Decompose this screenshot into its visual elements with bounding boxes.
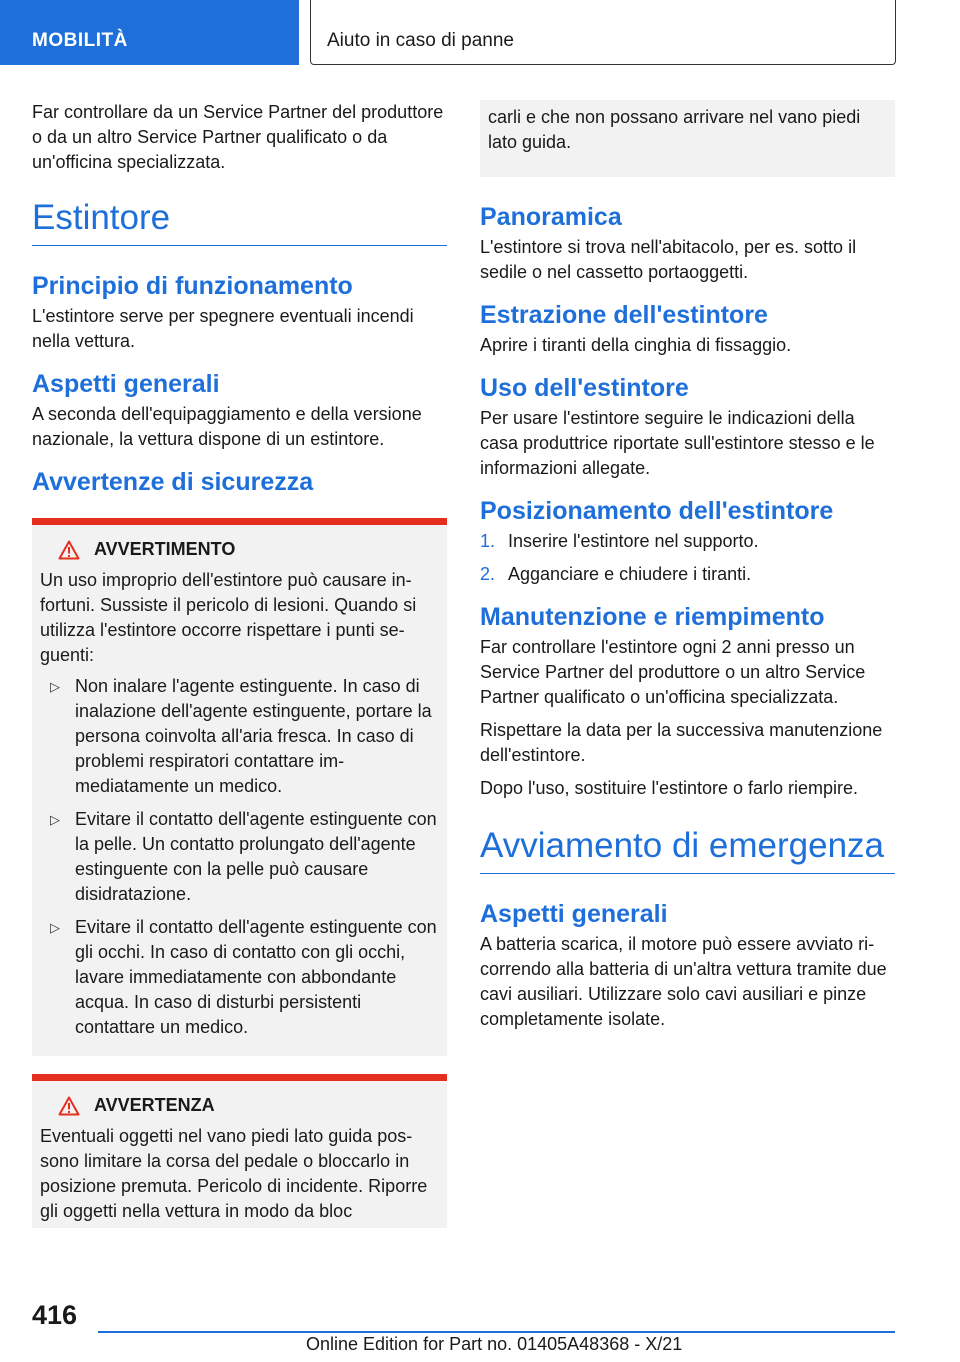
right-column xyxy=(480,100,895,1040)
list-item-text: Evitare il contatto dell'agente estinguente con la pelle. Un contatto prolungato dell'agente estinguente con la pelle può causare disidratazione. xyxy=(75,809,437,904)
step-item xyxy=(480,529,895,554)
heading-estintore: Estintore xyxy=(32,197,447,246)
footer-edition: Online Edition for Part no. 01405A48368 - X/21 xyxy=(306,1334,683,1354)
chapter-title: Aiuto in caso di panne xyxy=(327,30,514,51)
list-item-text: Non inalare l'agente estinguente. In caso di inalazione dell'agente estinguente, portare la persona coinvolta all'aria fresca. In caso di problemi respiratori contattare immediatamente un medico. xyxy=(75,676,432,796)
heading-principio: Principio di funzionamento xyxy=(32,272,353,300)
section-title: MOBILITÀ xyxy=(32,30,128,51)
paragraph-principio: L'estintore serve per spegnere eventuali incendi nella vettura. xyxy=(32,306,414,351)
warning-triangle-icon xyxy=(58,540,80,560)
footer-divider xyxy=(98,1331,895,1333)
heading-panoramica: Panoramica xyxy=(480,203,622,231)
step-number: 2. xyxy=(480,564,496,584)
section-tab xyxy=(0,0,299,65)
list-item xyxy=(40,915,439,1040)
page-number: 416 xyxy=(32,1300,78,1330)
warning-header xyxy=(40,1095,439,1116)
warning-continuation-text: carli e che non possano arrivare nel vano piedi lato guida. xyxy=(488,107,861,152)
warning-title: AVVERTENZA xyxy=(94,1095,215,1115)
warning-title: AVVERTIMENTO xyxy=(94,539,236,559)
step-number: 1. xyxy=(480,531,496,551)
warning-box-avvertimento xyxy=(32,518,447,1056)
warning-triangle-icon xyxy=(58,1096,80,1116)
heading-avviamento-emergenza: Avviamento di emergenza xyxy=(480,825,895,874)
heading-aspetti-generali: Aspetti generali xyxy=(32,370,220,398)
paragraph-manutenzione-1: Far controllare l'estintore ogni 2 anni presso un Service Partner del produttore o un altro Service Partner qualificato o un'officina specializzata. xyxy=(480,637,866,707)
paragraph-aspetti-generali: A seconda dell'equipaggiamento e della versione nazionale, la vettura dispone di un estintore. xyxy=(32,404,422,449)
warning-bullet-list xyxy=(40,674,439,1040)
triangle-bullet-icon: ▷ xyxy=(50,812,60,827)
heading-avvertenze: Avvertenze di sicurezza xyxy=(32,468,314,496)
paragraph-aspetti-generali-2: A batteria scarica, il motore può essere avviato ricorrendo alla batteria di un'altra vettura tramite due cavi ausiliari. Utilizzare solo cavi ausiliari e pinze completamente isolate. xyxy=(480,934,887,1029)
heading-posizionamento: Posizionamento dell'estintore xyxy=(480,497,834,525)
triangle-bullet-icon: ▷ xyxy=(50,920,60,935)
intro-paragraph: Far controllare da un Service Partner del produttore o da un altro Service Partner qualificato o da un'officina specializzata. xyxy=(32,102,444,172)
chapter-tab xyxy=(310,0,896,65)
triangle-bullet-icon: ▷ xyxy=(50,679,60,694)
heading-aspetti-generali-2: Aspetti generali xyxy=(480,900,668,928)
paragraph-manutenzione-2: Rispettare la data per la successiva manutenzione dell'estintore. xyxy=(480,720,883,765)
heading-estrazione: Estrazione dell'estintore xyxy=(480,301,768,329)
list-item-text: Evitare il contatto dell'agente estinguente con gli occhi. In caso di contatto con gli occhi, lavare immediatamente con abbondante acqua. In caso di disturbi persistenti contattare un medico. xyxy=(75,917,437,1037)
warning-text: Un uso improprio dell'estintore può causare infortuni. Sussiste il pericolo di lesioni. Quando si utilizza l'estintore occorre rispettare i punti seguenti: xyxy=(40,570,417,665)
list-item xyxy=(40,807,439,907)
paragraph-uso: Per usare l'estintore seguire le indicazioni della casa produttrice riportate sull'estintore stesso e le informazioni allegate. xyxy=(480,408,875,478)
step-text: Agganciare e chiudere i tiranti. xyxy=(508,564,752,584)
heading-uso: Uso dell'estintore xyxy=(480,374,689,402)
step-text: Inserire l'estintore nel supporto. xyxy=(508,531,759,551)
list-item xyxy=(40,674,439,799)
paragraph-manutenzione-3: Dopo l'uso, sostituire l'estintore o farlo riempire. xyxy=(480,778,859,798)
steps-list xyxy=(480,529,895,587)
warning-box-avvertenza xyxy=(32,1074,447,1228)
warning-continuation-box xyxy=(480,100,895,177)
paragraph-estrazione: Aprire i tiranti della cinghia di fissaggio. xyxy=(480,335,792,355)
warning-header xyxy=(40,539,439,560)
step-item xyxy=(480,562,895,587)
left-column xyxy=(32,100,447,1228)
paragraph-panoramica: L'estintore si trova nell'abitacolo, per es. sotto il sedile o nel cassetto portaoggetti. xyxy=(480,237,857,282)
heading-manutenzione: Manutenzione e riempimento xyxy=(480,603,825,631)
warning-text: Eventuali oggetti nel vano piedi lato guida possono limitare la corsa del pedale o bloccarlo in posizione premuta. Pericolo di incidente. Riporre gli oggetti nella vettura in modo da bloc xyxy=(40,1126,428,1221)
